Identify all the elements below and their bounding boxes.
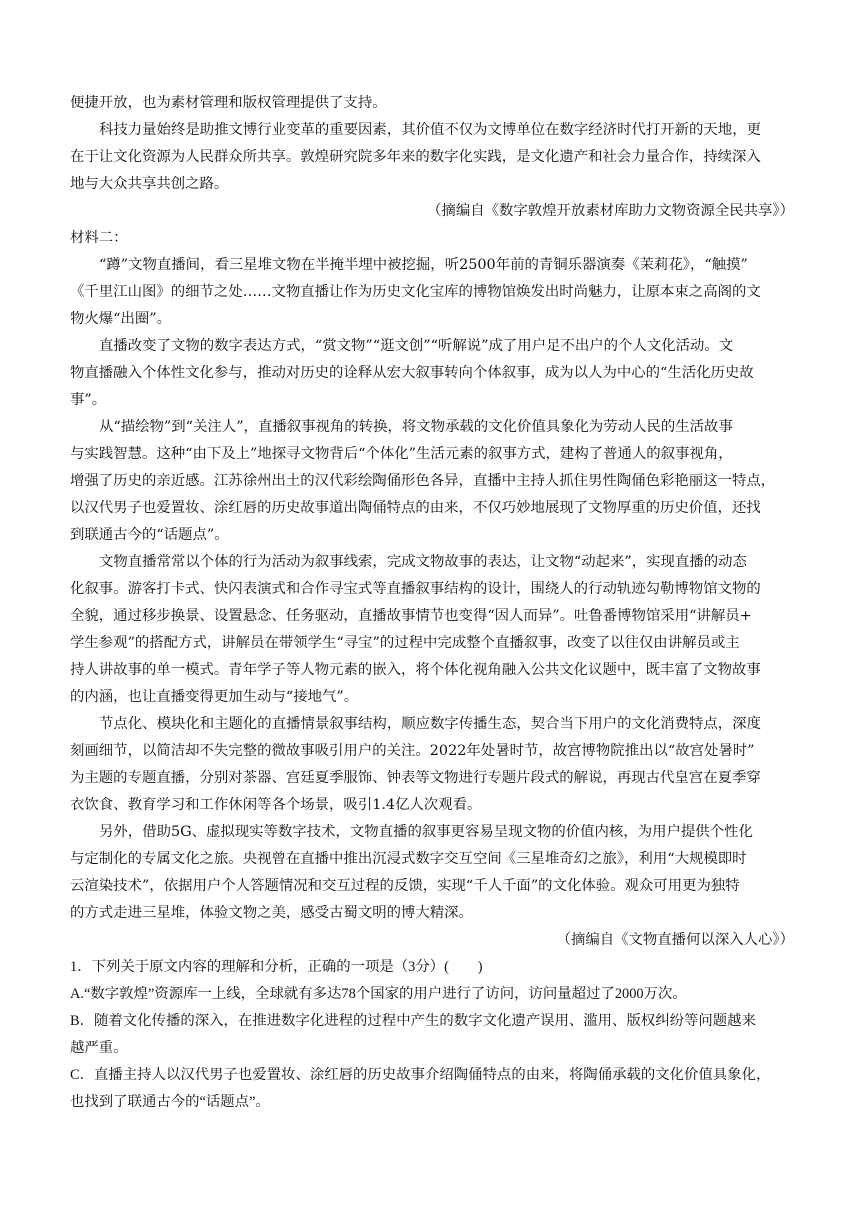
- paragraph-line: “蹲”文物直播间，看三星堆文物在半掩半埋中被挖掘，听2500年前的青铜乐器演奏《茉莉花》，“触摸”: [99, 257, 748, 273]
- paragraph-line: 全貌，通过移步换景、设置悬念、任务驱动，直播故事情节也变得“因人而异”。吐鲁番博物馆采用“讲解员+: [70, 608, 752, 624]
- document-page: [70, 90, 794, 1116]
- section-heading: 材料二：: [70, 230, 128, 246]
- option-c-continued: 也找到了联通古今的“话题点”。: [70, 1094, 270, 1110]
- paragraph-line: 便捷开放，也为素材管理和版权管理提供了支持。: [70, 95, 387, 111]
- paragraph-line: 增强了历史的亲近感。江苏徐州出土的汉代彩绘陶俑形色各异，直播中主持人抓住男性陶俑色彩艳丽这一特点，: [70, 473, 776, 489]
- option-b: B．随着文化传播的深入，在推进数字化进程的过程中产生的数字文化遗产误用、滥用、版权纠纷等问题越来: [70, 1013, 756, 1029]
- paragraph-line: 地与大众共享共创之路。: [70, 176, 229, 192]
- paragraph-line: 为主题的专题直播，分别对茶器、宫廷夏季服饰、钟表等文物进行专题片段式的解说，再现古代皇宫在夏季穿: [70, 770, 761, 786]
- paragraph-line: 从“描绘物”到“关注人”，直播叙事视角的转换，将文物承载的文化价值具象化为劳动人民的生活故事: [99, 419, 733, 435]
- paragraph-line: 《千里江山图》的细节之处……文物直播让作为历史文化宝库的博物馆焕发出时尚魅力，让原本束之高阁的文: [70, 284, 761, 300]
- paragraph-line: 与实践智慧。这种“由下及上”地探寻文物背后“个体化”生活元素的叙事方式，建构了普通人的叙事视角，: [70, 446, 733, 462]
- option-c: C．直播主持人以汉代男子也爱置妆、涂红唇的历史故事介绍陶俑特点的由来，将陶俑承载的文化价值具象化，: [70, 1067, 771, 1083]
- paragraph-line: 的内涵，也让直播变得更加生动与“接地气”。: [70, 689, 359, 705]
- paragraph-line: 物火爆“出圈”。: [70, 311, 172, 327]
- paragraph-line: 科技力量始终是助推文博行业变革的重要因素，其价值不仅为文博单位在数字经济时代打开新的天地，更: [99, 122, 761, 138]
- paragraph-line: 化叙事。游客打卡式、快闪表演式和合作寻宝式等直播叙事结构的设计，围绕人的行动轨迹勾勒博物馆文物的: [70, 581, 761, 597]
- paragraph-line: 另外，借助5G、虚拟现实等数字技术，文物直播的叙事更容易呈现文物的价值内核，为用户提供个性化: [99, 824, 753, 840]
- paragraph-line: 衣饮食、教育学习和工作休闲等各个场景，吸引1.4亿人次观看。: [70, 797, 482, 813]
- paragraph-line: 在于让文化资源为人民群众所共享。敦煌研究院多年来的数字化实践，是文化遗产和社会力量合作，持续深入: [70, 149, 761, 165]
- paragraph-line: 持人讲故事的单一模式。青年学子等人物元素的嵌入，将个体化视角融入公共文化议题中，既丰富了文物故事: [70, 662, 761, 678]
- option-b-continued: 越严重。: [70, 1040, 128, 1056]
- option-a: A.“数字敦煌”资源库一上线，全球就有多达78个国家的用户进行了访问，访问量超过了2000万次。: [70, 986, 687, 1002]
- paragraph-line: 的方式走进三星堆，体验文物之美，感受古蜀文明的博大精深。: [70, 905, 473, 921]
- source-citation: （摘编自《文物直播何以深入人心》）: [556, 932, 794, 948]
- paragraph-line: 以汉代男子也爱置妆、涂红唇的历史故事道出陶俑特点的由来，不仅巧妙地展现了文物厚重的历史价值，还找: [70, 500, 761, 516]
- paragraph-line: 直播改变了文物的数字表达方式，“赏文物”“逛文创”“听解说”成了用户足不出户的个人文化活动。文: [99, 338, 734, 354]
- paragraph-line: 文物直播常常以个体的行为活动为叙事线索，完成文物故事的表达，让文物“动起来”，实现直播的动态: [99, 554, 747, 570]
- paragraph-line: 物直播融入个体性文化参与，推动对历史的诠释从宏大叙事转向个体叙事，成为以人为中心的“生活化历史故: [70, 365, 754, 381]
- source-citation: （摘编自《数字敦煌开放素材库助力文物资源全民共享》）: [427, 203, 794, 219]
- paragraph-line: 学生参观”的搭配方式，讲解员在带领学生“寻宝”的过程中完成整个直播叙事，改变了以往仅由讲解员或主: [70, 635, 740, 651]
- paragraph-line: 到联通古今的“话题点”。: [70, 527, 229, 543]
- paragraph-line: 事”。: [70, 392, 107, 408]
- paragraph-line: 节点化、模块化和主题化的直播情景叙事结构，顺应数字传播生态，契合当下用户的文化消费特点，深度: [99, 716, 761, 732]
- paragraph-line: 刻画细节，以简洁却不失完整的微故事吸引用户的关注。2022年处暑时节，故宫博物院推出以“故宫处暑时”: [70, 743, 755, 759]
- question-stem: 1．下列关于原文内容的理解和分析，正确的一项是（3分）( ): [70, 959, 483, 975]
- paragraph-line: 云渲染技术”，依据用户个人答题情况和交互过程的反馈，实现“千人千面”的文化体验。观众可用更为独特: [70, 878, 740, 894]
- paragraph-line: 与定制化的专属文化之旅。央视曾在直播中推出沉浸式数字交互空间《三星堆奇幻之旅》，利用“大规模即时: [70, 851, 747, 867]
